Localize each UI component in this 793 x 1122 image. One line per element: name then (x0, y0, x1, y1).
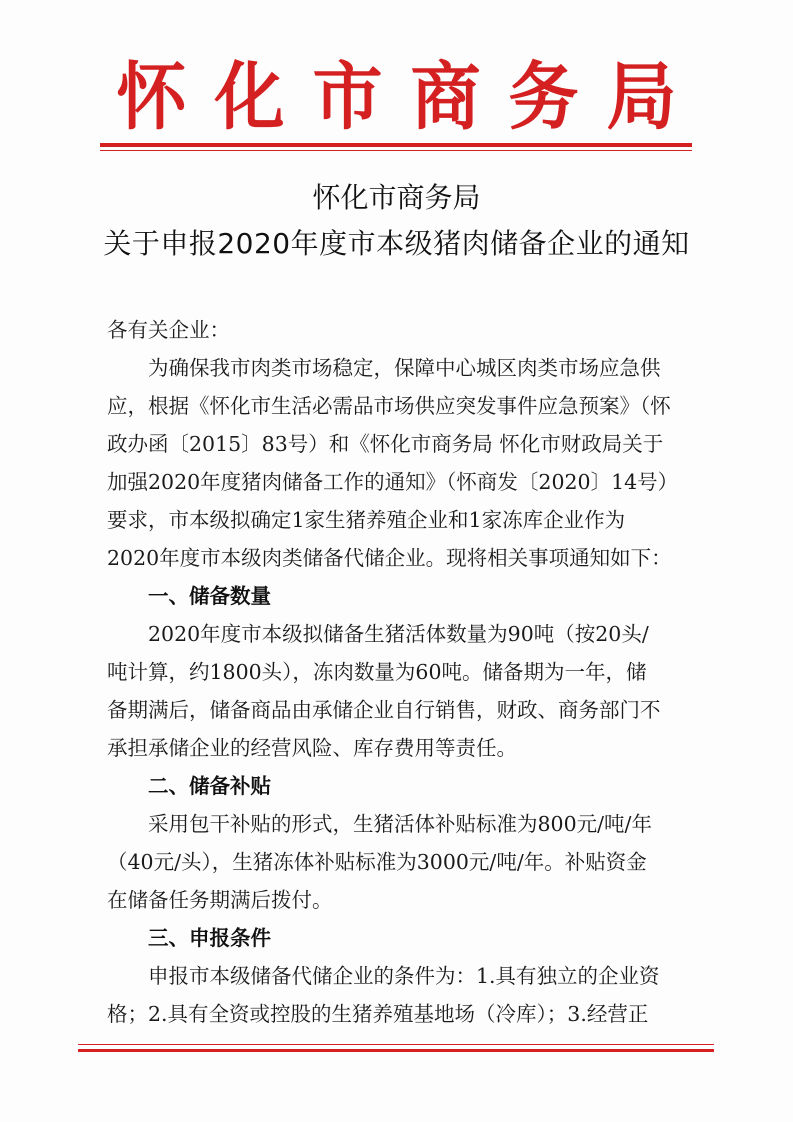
section-heading-quantity: 一、储备数量 (148, 584, 271, 608)
paragraph-line: 申报市本级储备代储企业的条件为：1.具有独立的企业资 (148, 964, 660, 988)
paragraph-line: 格；2.具有全资或控股的生猪养殖基地场（冷库）；3.经营正 (107, 1002, 649, 1026)
paragraph-line: 加强2020年度猪肉储备工作的通知》（怀商发〔2020〕14号） (107, 470, 679, 494)
footer-rule-thick (78, 1049, 714, 1052)
paragraph-line: 政办函〔2015〕83号）和《怀化市商务局 怀化市财政局关于 (107, 432, 664, 456)
document-title-line2: 关于申报2020年度市本级猪肉储备企业的通知 (103, 227, 690, 260)
letterhead-title: 怀化市商务局 (116, 52, 705, 141)
letterhead-rule-thin (100, 150, 692, 151)
paragraph-line: 2020年度市本级拟储备生猪活体数量为90吨（按20头/ (148, 622, 649, 646)
paragraph-line: （40元/头），生猪冻体补贴标准为3000元/吨/年。补贴资金 (107, 850, 647, 874)
paragraph-line: 在储备任务期满后拨付。 (107, 888, 333, 912)
letterhead-rule-thick (100, 143, 692, 147)
paragraph-line: 吨计算，约1800头），冻肉数量为60吨。储备期为一年，储 (107, 660, 647, 684)
paragraph-line: 应，根据《怀化市生活必需品市场供应突发事件应急预案》（怀 (107, 394, 671, 418)
paragraph-line: 承担承储企业的经营风险、库存费用等责任。 (107, 736, 517, 760)
paragraph-line: 2020年度市本级肉类储备代储企业。现将相关事项通知如下： (107, 546, 672, 570)
salutation: 各有关企业： (107, 318, 230, 342)
paragraph-line: 为确保我市肉类市场稳定，保障中心城区肉类市场应急供 (148, 356, 661, 380)
section-heading-conditions: 三、申报条件 (148, 926, 271, 950)
paragraph-line: 采用包干补贴的形式，生猪活体补贴标准为800元/吨/年 (148, 812, 652, 836)
document-title-line1: 怀化市商务局 (312, 181, 481, 214)
section-heading-subsidy: 二、储备补贴 (148, 774, 271, 798)
paragraph-line: 要求，市本级拟确定1家生猪养殖企业和1家冻库企业作为 (107, 508, 626, 532)
paragraph-line: 备期满后，储备商品由承储企业自行销售，财政、商务部门不 (107, 698, 661, 722)
footer-rule-thin (78, 1044, 714, 1045)
